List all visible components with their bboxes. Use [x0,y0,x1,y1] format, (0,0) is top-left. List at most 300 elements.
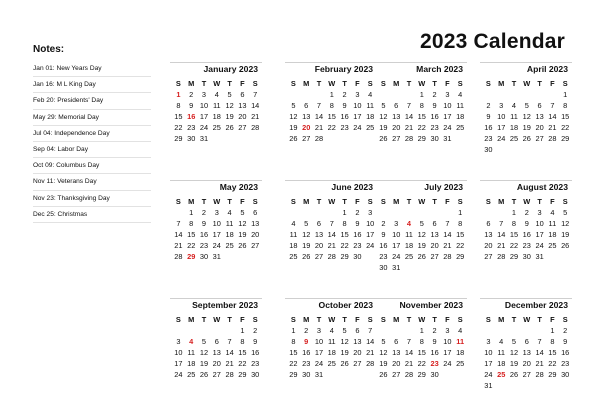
day-cell: 16 [251,348,260,357]
day-cell: 12 [417,230,426,239]
weekday-label: S [485,79,491,88]
day-cell: 18 [509,123,519,132]
day-cell: 17 [199,112,209,121]
empty-day-cell [520,89,533,100]
day-cell: 4 [458,90,463,99]
day-cell: 28 [314,134,324,143]
day-cell: 30 [251,370,260,379]
day-cell: 12 [238,219,247,228]
day-cell: 1 [342,208,347,217]
day-cell: 29 [456,252,465,261]
weekday-label: S [485,197,491,206]
day-cell: 9 [524,219,529,228]
weekday-label: T [432,79,437,88]
day-cell: 17 [535,230,544,239]
day-cell: 12 [302,230,311,239]
day-cell: 2 [304,326,309,335]
month-days-grid [172,314,262,380]
day-cell: 19 [522,123,531,132]
weekday-label: T [537,79,542,88]
day-cell: 31 [443,134,452,143]
empty-day-cell [172,207,185,218]
weekday-label: T [432,197,437,206]
day-cell: 20 [212,359,221,368]
day-cell: 6 [316,219,322,228]
day-cell: 22 [417,359,426,368]
empty-day-cell [403,89,416,100]
empty-day-cell [210,325,223,336]
month-days-grid [287,196,377,262]
day-cell: 29 [561,134,570,143]
weekday-label: M [188,79,195,88]
weekday-label: T [227,79,232,88]
weekday-label: T [201,315,207,324]
day-cell: 20 [484,241,493,250]
day-cell: 1 [240,326,245,335]
day-cell: 27 [251,241,260,250]
day-cell: 22 [289,359,298,368]
empty-day-cell [495,207,508,218]
weekday-label: F [550,315,555,324]
day-cell: 8 [511,219,517,228]
day-cell: 6 [394,101,399,110]
day-cell: 24 [366,241,375,250]
empty-day-cell [482,207,495,218]
day-cell: 21 [251,112,260,121]
day-cell: 25 [366,123,375,132]
notes-panel [33,44,151,223]
empty-day-cell [495,325,508,336]
day-cell: 11 [366,101,375,110]
day-cell: 11 [456,101,465,110]
day-cell: 1 [419,90,424,99]
day-cell: 13 [484,230,493,239]
day-cell: 17 [443,112,452,121]
day-cell: 14 [404,348,414,357]
note-item: Jan 01: New Years Day [33,61,151,77]
weekday-label: T [511,315,517,324]
day-cell: 3 [537,208,542,217]
note-item: Nov 23: Thanksgiving Day [33,191,151,207]
day-cell: 11 [405,230,413,239]
weekday-label: M [303,315,310,324]
weekday-label: T [227,197,232,206]
day-cell: 14 [251,101,260,110]
day-cell: 6 [537,101,542,110]
day-cell: 19 [302,241,311,250]
month-days-grid [377,78,467,144]
day-cell: 7 [253,90,258,99]
month-block [480,62,572,155]
empty-day-cell [325,207,338,218]
day-cell: 29 [340,252,349,261]
day-cell: 18 [404,241,414,250]
day-cell: 4 [499,337,504,346]
day-cell: 12 [379,348,388,357]
weekday-label: M [393,79,400,88]
holiday-day-cell: 29 [187,252,196,261]
weekday-label: T [201,197,207,206]
weekday-label: S [367,315,373,324]
day-cell: 3 [355,90,360,99]
day-cell: 13 [392,112,401,121]
day-cell: 21 [535,359,544,368]
day-cell: 7 [227,337,232,346]
weekday-label: T [406,315,412,324]
day-cell: 3 [486,337,491,346]
day-cell: 28 [404,370,414,379]
day-cell: 14 [535,348,544,357]
day-cell: 24 [443,123,452,132]
day-cell: 9 [432,101,437,110]
day-cell: 16 [430,112,439,121]
weekday-label: S [485,315,491,324]
empty-day-cell [508,89,521,100]
weekday-label: M [498,315,505,324]
day-cell: 19 [238,230,247,239]
day-cell: 24 [497,134,506,143]
day-cell: 29 [417,134,426,143]
day-cell: 11 [510,112,518,121]
day-cell: 24 [212,241,221,250]
weekday-label: F [355,315,360,324]
day-cell: 16 [340,112,349,121]
day-cell: 5 [227,90,232,99]
month-days-grid [172,78,262,144]
weekday-label: F [240,79,245,88]
day-cell: 23 [484,134,493,143]
day-cell: 29 [174,134,183,143]
day-cell: 17 [174,359,183,368]
day-cell: 30 [561,370,570,379]
empty-day-cell [377,89,390,100]
day-cell: 26 [289,134,298,143]
day-cell: 11 [289,230,298,239]
day-cell: 20 [238,112,247,121]
month-block [170,62,262,144]
day-cell: 17 [443,348,452,357]
day-cell: 16 [561,348,570,357]
note-item: Feb 20: Presidents' Day [33,93,151,109]
day-cell: 4 [214,90,219,99]
day-cell: 11 [327,337,336,346]
day-cell: 15 [187,230,196,239]
day-cell: 20 [392,359,401,368]
day-cell: 13 [238,101,247,110]
weekday-label: M [303,197,310,206]
day-cell: 22 [456,241,465,250]
day-cell: 9 [189,101,194,110]
weekday-label: W [213,315,221,324]
day-cell: 2 [253,326,258,335]
month-block [375,62,467,144]
day-cell: 8 [329,101,334,110]
day-cell: 20 [251,230,260,239]
month-title: January 2023 [170,62,262,75]
month-days-grid [172,196,262,262]
day-cell: 10 [174,348,183,357]
weekday-label: W [418,315,426,324]
month-block [375,180,467,273]
day-cell: 22 [509,241,519,250]
weekday-label: F [445,315,450,324]
month-block [375,298,467,380]
weekday-label: M [303,79,310,88]
day-cell: 16 [353,230,362,239]
day-cell: 14 [225,348,234,357]
day-cell: 12 [289,112,298,121]
day-cell: 26 [340,359,349,368]
day-cell: 13 [522,348,531,357]
day-cell: 17 [212,230,221,239]
day-cell: 25 [289,252,298,261]
day-cell: 26 [379,370,388,379]
empty-day-cell [377,325,390,336]
weekday-label: S [562,197,568,206]
day-cell: 19 [199,359,209,368]
day-cell: 17 [353,112,362,121]
day-cell: 8 [550,337,555,346]
day-cell: 27 [353,359,362,368]
day-cell: 26 [561,241,570,250]
day-cell: 31 [535,252,544,261]
month-days-grid [377,196,467,273]
month-days-grid [287,78,377,144]
day-cell: 13 [251,219,260,228]
weekday-label: F [355,79,360,88]
day-cell: 12 [561,219,570,228]
weekday-label: T [511,79,517,88]
day-cell: 17 [366,230,375,239]
day-cell: 8 [240,337,245,346]
day-cell: 20 [392,123,401,132]
day-cell: 16 [302,348,311,357]
weekday-label: S [252,197,258,206]
day-cell: 21 [174,241,183,250]
day-cell: 18 [366,112,375,121]
day-cell: 5 [240,208,245,217]
day-cell: 2 [563,326,568,335]
day-cell: 14 [314,112,324,121]
month-title: August 2023 [480,180,572,193]
day-cell: 10 [199,101,209,110]
day-cell: 5 [342,326,347,335]
day-cell: 2 [342,90,347,99]
empty-day-cell [313,207,326,218]
day-cell: 14 [327,230,336,239]
day-cell: 6 [524,337,529,346]
day-cell: 8 [189,219,194,228]
month-title: July 2023 [375,180,467,193]
day-cell: 9 [563,337,568,346]
day-cell: 27 [484,252,493,261]
day-cell: 15 [327,112,336,121]
day-cell: 3 [394,219,399,228]
day-cell: 22 [187,241,196,250]
empty-day-cell [390,89,403,100]
day-cell: 15 [456,230,465,239]
day-cell: 5 [511,337,517,346]
day-cell: 28 [443,252,452,261]
weekday-label: M [188,197,195,206]
holiday-day-cell: 20 [302,123,311,132]
day-cell: 27 [392,370,401,379]
empty-day-cell [508,325,521,336]
empty-day-cell [185,325,198,336]
day-cell: 13 [535,112,544,121]
day-cell: 18 [456,348,465,357]
day-cell: 24 [174,370,183,379]
day-cell: 28 [174,252,183,261]
empty-day-cell [428,207,441,218]
day-cell: 15 [174,112,183,121]
day-cell: 2 [524,208,529,217]
day-cell: 21 [366,348,375,357]
weekday-label: T [316,79,322,88]
day-cell: 23 [187,123,196,132]
day-cell: 2 [355,208,360,217]
day-cell: 10 [443,337,452,346]
day-cell: 11 [212,101,221,110]
weekday-label: T [227,315,232,324]
day-cell: 9 [201,219,207,228]
day-cell: 6 [253,208,258,217]
weekday-label: S [367,197,373,206]
day-cell: 13 [392,348,401,357]
day-cell: 25 [187,370,196,379]
month-block [170,298,262,380]
day-cell: 15 [238,348,247,357]
day-cell: 22 [340,241,349,250]
day-cell: 18 [327,348,336,357]
day-cell: 7 [406,101,412,110]
day-cell: 3 [316,326,322,335]
weekday-label: F [445,79,450,88]
weekday-label: W [418,79,426,88]
empty-day-cell [223,325,236,336]
day-cell: 20 [430,241,439,250]
month-title: December 2023 [480,298,572,311]
day-cell: 26 [302,252,311,261]
day-cell: 7 [537,337,542,346]
day-cell: 9 [355,219,360,228]
weekday-label: F [550,79,555,88]
note-item: Oct 09: Columbus Day [33,158,151,174]
day-cell: 22 [417,123,426,132]
day-cell: 26 [379,134,388,143]
day-cell: 22 [548,359,557,368]
empty-day-cell [482,89,495,100]
day-cell: 15 [340,230,349,239]
empty-day-cell [441,207,454,218]
day-cell: 8 [458,219,463,228]
weekday-label: W [328,79,336,88]
day-cell: 31 [484,381,493,390]
day-cell: 18 [289,241,298,250]
day-cell: 6 [214,337,219,346]
empty-day-cell [495,89,508,100]
day-cell: 14 [174,230,183,239]
day-cell: 7 [368,326,373,335]
day-cell: 13 [353,337,362,346]
day-cell: 15 [289,348,298,357]
day-cell: 26 [225,123,234,132]
month-title: February 2023 [285,62,377,75]
day-cell: 4 [329,326,334,335]
weekday-label: T [537,197,542,206]
day-cell: 9 [253,337,258,346]
day-cell: 30 [187,134,196,143]
weekday-label: T [511,197,517,206]
weekday-label: T [342,197,347,206]
weekday-label: W [328,315,336,324]
weekday-label: M [393,315,400,324]
day-cell: 12 [225,101,234,110]
empty-day-cell [482,325,495,336]
day-cell: 24 [392,252,401,261]
month-title: May 2023 [170,180,262,193]
day-cell: 30 [484,145,493,154]
day-cell: 10 [497,112,506,121]
day-cell: 5 [291,101,296,110]
day-cell: 20 [522,359,531,368]
day-cell: 1 [189,208,194,217]
day-cell: 3 [445,90,450,99]
weekday-label: T [537,315,542,324]
day-cell: 30 [353,252,362,261]
day-cell: 30 [379,263,388,272]
holiday-day-cell: 1 [176,90,181,99]
day-cell: 24 [199,123,209,132]
weekday-label: S [562,79,568,88]
day-cell: 12 [379,112,388,121]
day-cell: 29 [417,370,426,379]
weekday-label: F [550,197,555,206]
weekday-label: T [406,197,412,206]
day-cell: 20 [314,241,324,250]
day-cell: 30 [522,252,531,261]
day-cell: 25 [327,359,336,368]
day-cell: 22 [238,359,247,368]
day-cell: 3 [176,337,181,346]
month-block [480,180,572,262]
month-block [285,62,377,144]
day-cell: 27 [430,252,439,261]
day-cell: 28 [535,370,544,379]
day-cell: 20 [535,123,544,132]
day-cell: 30 [430,134,439,143]
day-cell: 26 [509,370,519,379]
day-cell: 28 [327,252,336,261]
day-cell: 12 [199,348,209,357]
day-cell: 23 [199,241,209,250]
day-cell: 6 [394,337,399,346]
day-cell: 11 [225,219,234,228]
day-cell: 6 [486,219,491,228]
day-cell: 10 [353,101,362,110]
day-cell: 23 [522,241,531,250]
day-cell: 27 [522,370,531,379]
day-cell: 19 [379,359,388,368]
empty-day-cell [403,207,416,218]
day-cell: 31 [392,263,401,272]
day-cell: 11 [497,348,506,357]
month-block [285,298,377,380]
day-cell: 23 [379,252,388,261]
month-block [285,180,377,262]
day-cell: 14 [366,337,375,346]
empty-day-cell [377,207,390,218]
